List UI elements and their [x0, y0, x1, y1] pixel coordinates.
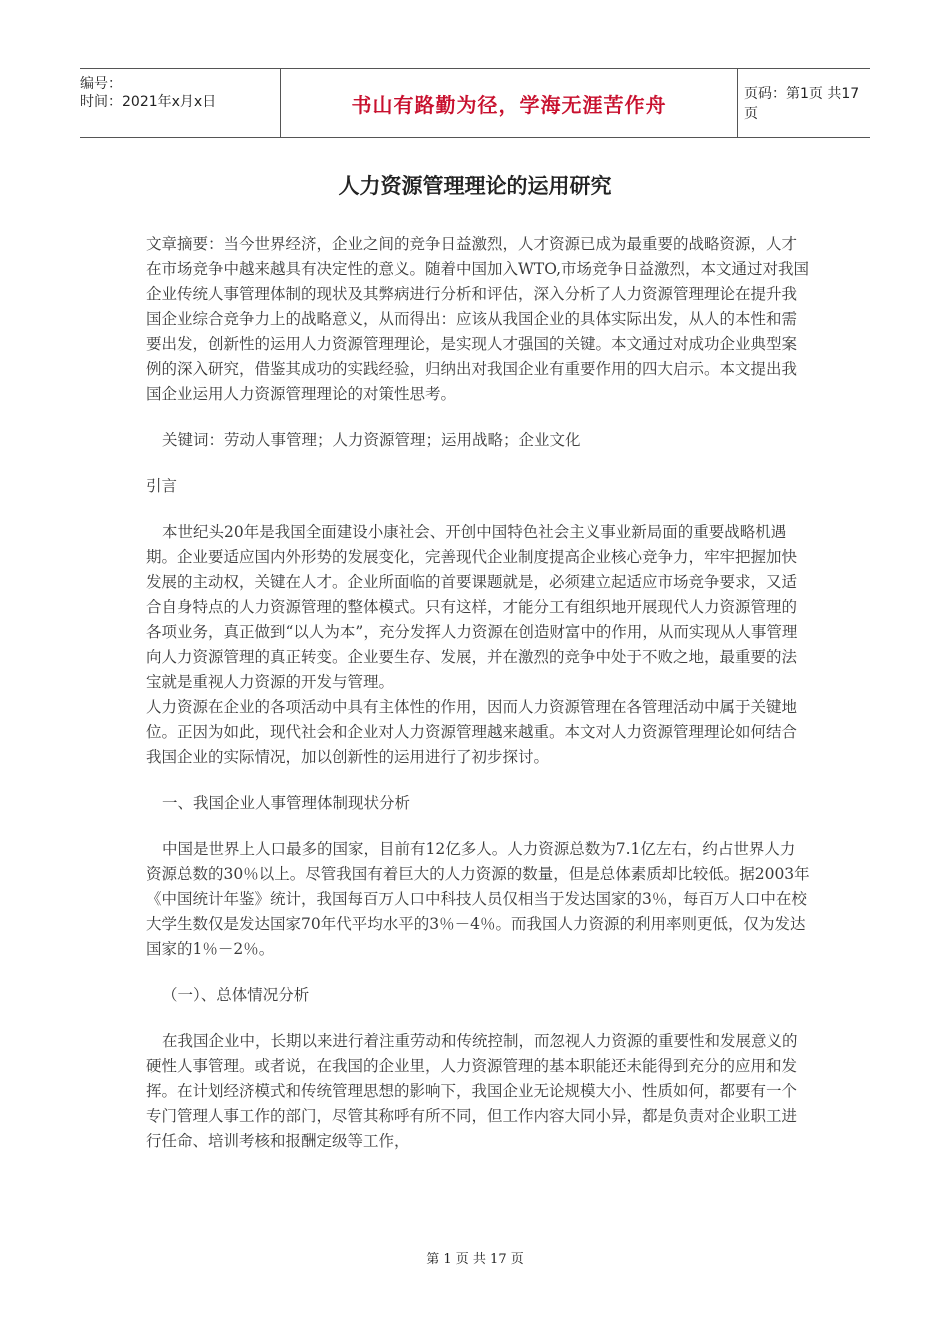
- document-date: 时间：2021年x月x日: [80, 94, 217, 110]
- page-code: 页码：第1页 共17页: [744, 86, 860, 122]
- header-table: [80, 68, 870, 138]
- document-number: 编号：: [80, 76, 122, 92]
- intro-heading: 引言: [146, 477, 178, 495]
- header-meta: [80, 69, 280, 137]
- document-body: [146, 232, 810, 1154]
- subsection-1-paragraph: 在我国企业中，长期以来进行着注重劳动和传统控制，而忽视人力资源的重要性和发展意义的硬性人事管理。或者说，在我国的企业里，人力资源管理的基本职能还未能得到充分的应用和发挥。在计划经济模式和传统管理思想的影响下，我国企业无论规模大小、性质如何，都要有一个专门管理人事工作的部门，尽管其称呼有所不同，但工作内容大同小异，都是负责对企业职工进行任命、培训考核和报酬定级等工作，: [146, 1032, 798, 1150]
- footer-page-number: 第 1 页 共 17 页: [426, 1252, 524, 1267]
- intro-paragraph-2: 人力资源在企业的各项活动中具有主体性的作用，因而人力资源管理在各管理活动中属于关键地位。正因为如此，现代社会和企业对人力资源管理越来越重。本文对人力资源管理理论如何结合我国企业的实际情况，加以创新性的运用进行了初步探讨。: [146, 698, 798, 766]
- section-1-heading: 一、我国企业人事管理体制现状分析: [162, 794, 411, 812]
- subsection-1-heading: （一）、总体情况分析: [162, 986, 310, 1004]
- intro-paragraph-1: 本世纪头20年是我国全面建设小康社会、开创中国特色社会主义事业新局面的重要战略机遇期。企业要适应国内外形势的发展变化，完善现代企业制度提高企业核心竞争力，牢牢把握加快发展的主动权，关键在人才。企业所面临的首要课题就是，必须建立起适应市场竞争要求，又适合自身特点的人力资源管理的整体模式。只有这样，才能分工有组织地开展现代人力资源管理的各项业务，真正做到“以人为本”，充分发挥人力资源在创造财富中的作用，从而实现从人事管理向人力资源管理的真正转变。企业要生存、发展，并在激烈的竞争中处于不败之地，最重要的法宝就是重视人力资源的开发与管理。: [146, 523, 798, 691]
- abstract-paragraph: 文章摘要：当今世界经济，企业之间的竞争日益激烈，人才资源已成为最重要的战略资源，人才在市场竞争中越来越具有决定性的意义。随着中国加入WTO,市场竞争日益激烈，本文通过对我国企业传统人事管理体制的现状及其弊病进行分析和评估，深入分析了人力资源管理理论在提升我国企业综合竞争力上的战略意义，从而得出：应该从我国企业的具体实际出发，从人的本性和需要出发，创新性的运用人力资源管理理论，是实现人才强国的关键。本文通过对成功企业典型案例的深入研究，借鉴其成功的实践经验，归纳出对我国企业有重要作用的四大启示。本文提出我国企业运用人力资源管理理论的对策性思考。: [146, 235, 809, 403]
- header-motto-cell: [280, 69, 738, 137]
- page-footer: [0, 1248, 950, 1267]
- header-page-code: [736, 69, 870, 137]
- keywords-paragraph: 关键词：劳动人事管理；人力资源管理；运用战略；企业文化: [162, 431, 581, 449]
- document-title: 人力资源管理理论的运用研究: [338, 174, 612, 198]
- motto: 书山有路勤为径，学海无涯苦作舟: [351, 92, 667, 117]
- section-1-paragraph: 中国是世界上人口最多的国家，目前有12亿多人。人力资源总数为7.1亿左右，约占世界人力资源总数的30％以上。尽管我国有着巨大的人力资源的数量，但是总体素质却比较低。据2003年《中国统计年鉴》统计，我国每百万人口中科技人员仅相当于发达国家的3％，每百万人口中在校大学生数仅是发达国家70年代平均水平的3％－4％。而我国人力资源的利用率则更低，仅为发达国家的1％－2％。: [146, 840, 810, 958]
